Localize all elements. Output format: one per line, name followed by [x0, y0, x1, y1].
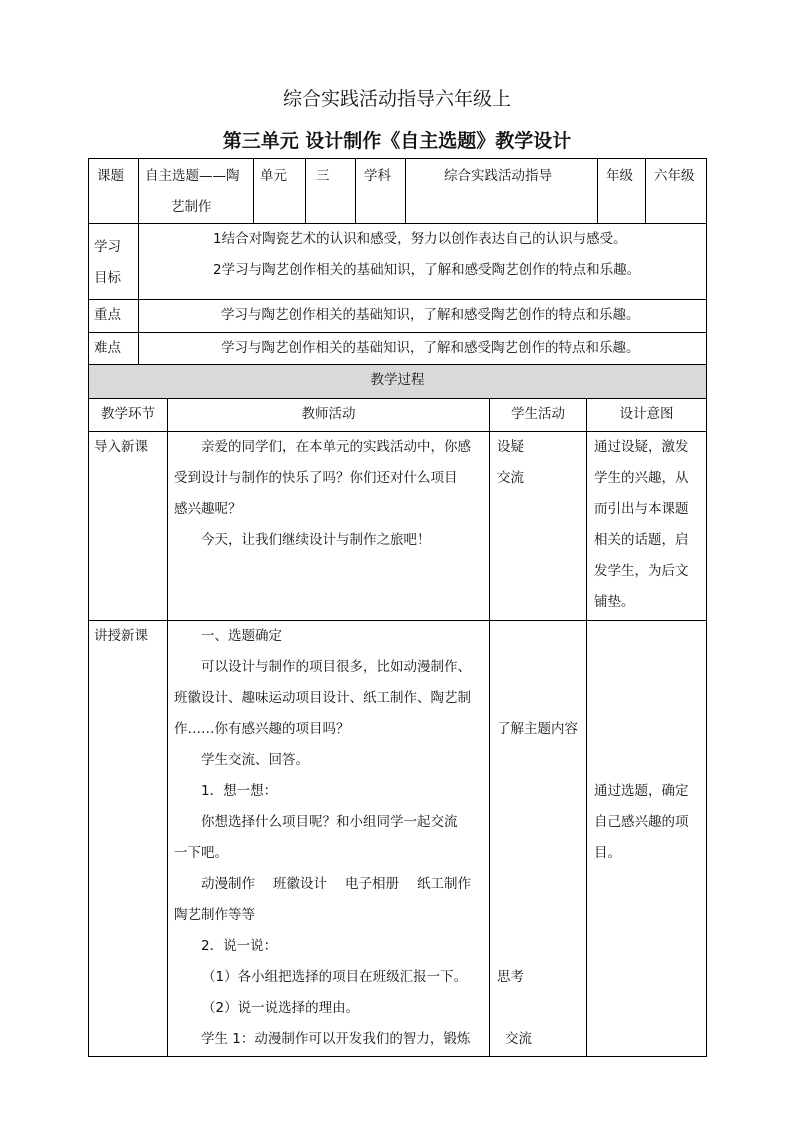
header-student: 学生活动 — [490, 399, 587, 432]
lecture-teacher-line: （1）各小组把选择的项目在班级汇报一下。 — [202, 969, 468, 985]
intro-intent-line: 而引出与本课题 — [594, 501, 689, 517]
grade-value: 六年级 — [646, 159, 707, 224]
goals-label-line-1: 学习 — [94, 239, 121, 255]
intro-intent-line: 通过设疑，激发 — [594, 439, 689, 455]
subject-label: 学科 — [356, 159, 406, 224]
lecture-teacher — [168, 621, 490, 1057]
lecture-student-line: 了解主题内容 — [497, 721, 578, 737]
difficulty-text: 学习与陶艺创作相关的基础知识，了解和感受陶艺创作的特点和乐趣。 — [139, 333, 707, 366]
lecture-teacher-line: 班徽设计、趣味运动项目设计、纸工制作、陶艺制 — [174, 690, 471, 706]
lecture-student-line: 交流 — [505, 1031, 532, 1047]
intro-intent-line: 发学生，为后文 — [594, 563, 689, 579]
lesson-info-table — [88, 158, 707, 366]
lecture-teacher-line: 一、选题确定 — [201, 628, 282, 644]
difficulty-label: 难点 — [89, 333, 139, 366]
goals-content — [139, 224, 707, 300]
project-options — [174, 869, 489, 900]
subject-value: 综合实践活动指导 — [406, 159, 598, 224]
intro-student-line: 交流 — [497, 470, 524, 486]
goals-label-line-2: 目标 — [94, 270, 121, 286]
lecture-teacher-line: 陶艺制作等等 — [174, 907, 255, 923]
intro-teacher-line: 受到设计与制作的快乐了吗？你们还对什么项目 — [174, 470, 458, 486]
intro-stage: 导入新课 — [89, 432, 168, 621]
document-subtitle: 第三单元 设计制作《自主选题》教学设计 — [222, 130, 572, 152]
lecture-teacher-line: 学生 1：动漫制作可以开发我们的智力，锻炼 — [201, 1031, 471, 1047]
lesson-value-line-1: 自主选题——陶 — [145, 168, 240, 184]
lesson-value-line-2: 艺制作 — [171, 199, 212, 215]
lecture-teacher-line: 1．想一想： — [201, 783, 278, 799]
lecture-teacher-line: 可以设计与制作的项目很多，比如动漫制作、 — [201, 659, 471, 675]
lecture-teacher-line: 你想选择什么项目呢？和小组同学一起交流 — [201, 814, 458, 830]
intro-teacher — [168, 432, 490, 621]
lesson-label: 课题 — [89, 159, 139, 224]
lecture-teacher-line: （2）说一说选择的理由。 — [202, 1000, 360, 1016]
lecture-student-line: 思考 — [497, 969, 524, 985]
document-title: 综合实践活动指导六年级上 — [282, 88, 511, 110]
project-option: 纸工制作 — [417, 876, 471, 892]
lecture-student — [490, 621, 587, 1057]
lecture-intent-line: 目。 — [594, 845, 621, 861]
intro-intent-line: 铺垫。 — [594, 594, 635, 610]
process-section-title: 教学过程 — [89, 365, 707, 399]
unit-label: 单元 — [254, 159, 306, 224]
teaching-process-table — [88, 364, 707, 1057]
intro-teacher-line: 亲爱的同学们，在本单元的实践活动中，你感 — [201, 439, 471, 455]
grade-label: 年级 — [598, 159, 646, 224]
keypoint-label: 重点 — [89, 300, 139, 333]
project-option: 班徽设计 — [273, 876, 327, 892]
lecture-intent — [587, 621, 707, 1057]
unit-value: 三 — [306, 159, 356, 224]
lecture-teacher-line: 2．说一说： — [201, 938, 278, 954]
header-stage: 教学环节 — [89, 399, 168, 432]
intro-teacher-line: 感兴趣呢？ — [174, 501, 242, 517]
intro-intent-line: 学生的兴趣，从 — [594, 470, 689, 486]
intro-student-line: 设疑 — [497, 439, 524, 455]
header-teacher: 教师活动 — [168, 399, 490, 432]
lecture-stage: 讲授新课 — [89, 621, 168, 1057]
goal-item: 2学习与陶艺创作相关的基础知识，了解和感受陶艺创作的特点和乐趣。 — [213, 262, 641, 278]
goals-label — [89, 224, 139, 300]
intro-teacher-line: 今天，让我们继续设计与制作之旅吧！ — [201, 532, 431, 548]
lecture-teacher-line: 作……你有感兴趣的项目吗？ — [174, 721, 350, 737]
project-option: 电子相册 — [345, 876, 399, 892]
goal-item: 1结合对陶瓷艺术的认识和感受，努力以创作表达自己的认识与感受。 — [213, 231, 627, 247]
intro-intent — [587, 432, 707, 621]
lecture-intent-line: 通过选题，确定 — [594, 783, 689, 799]
intro-student — [490, 432, 587, 621]
project-option: 动漫制作 — [201, 876, 255, 892]
lecture-teacher-line: 学生交流、回答。 — [201, 752, 309, 768]
lesson-value — [139, 159, 254, 224]
header-intent: 设计意图 — [587, 399, 707, 432]
lecture-teacher-line: 一下吧。 — [174, 845, 228, 861]
intro-intent-line: 相关的话题，启 — [594, 532, 689, 548]
keypoint-text: 学习与陶艺创作相关的基础知识，了解和感受陶艺创作的特点和乐趣。 — [139, 300, 707, 333]
lecture-intent-line: 自己感兴趣的项 — [594, 814, 689, 830]
